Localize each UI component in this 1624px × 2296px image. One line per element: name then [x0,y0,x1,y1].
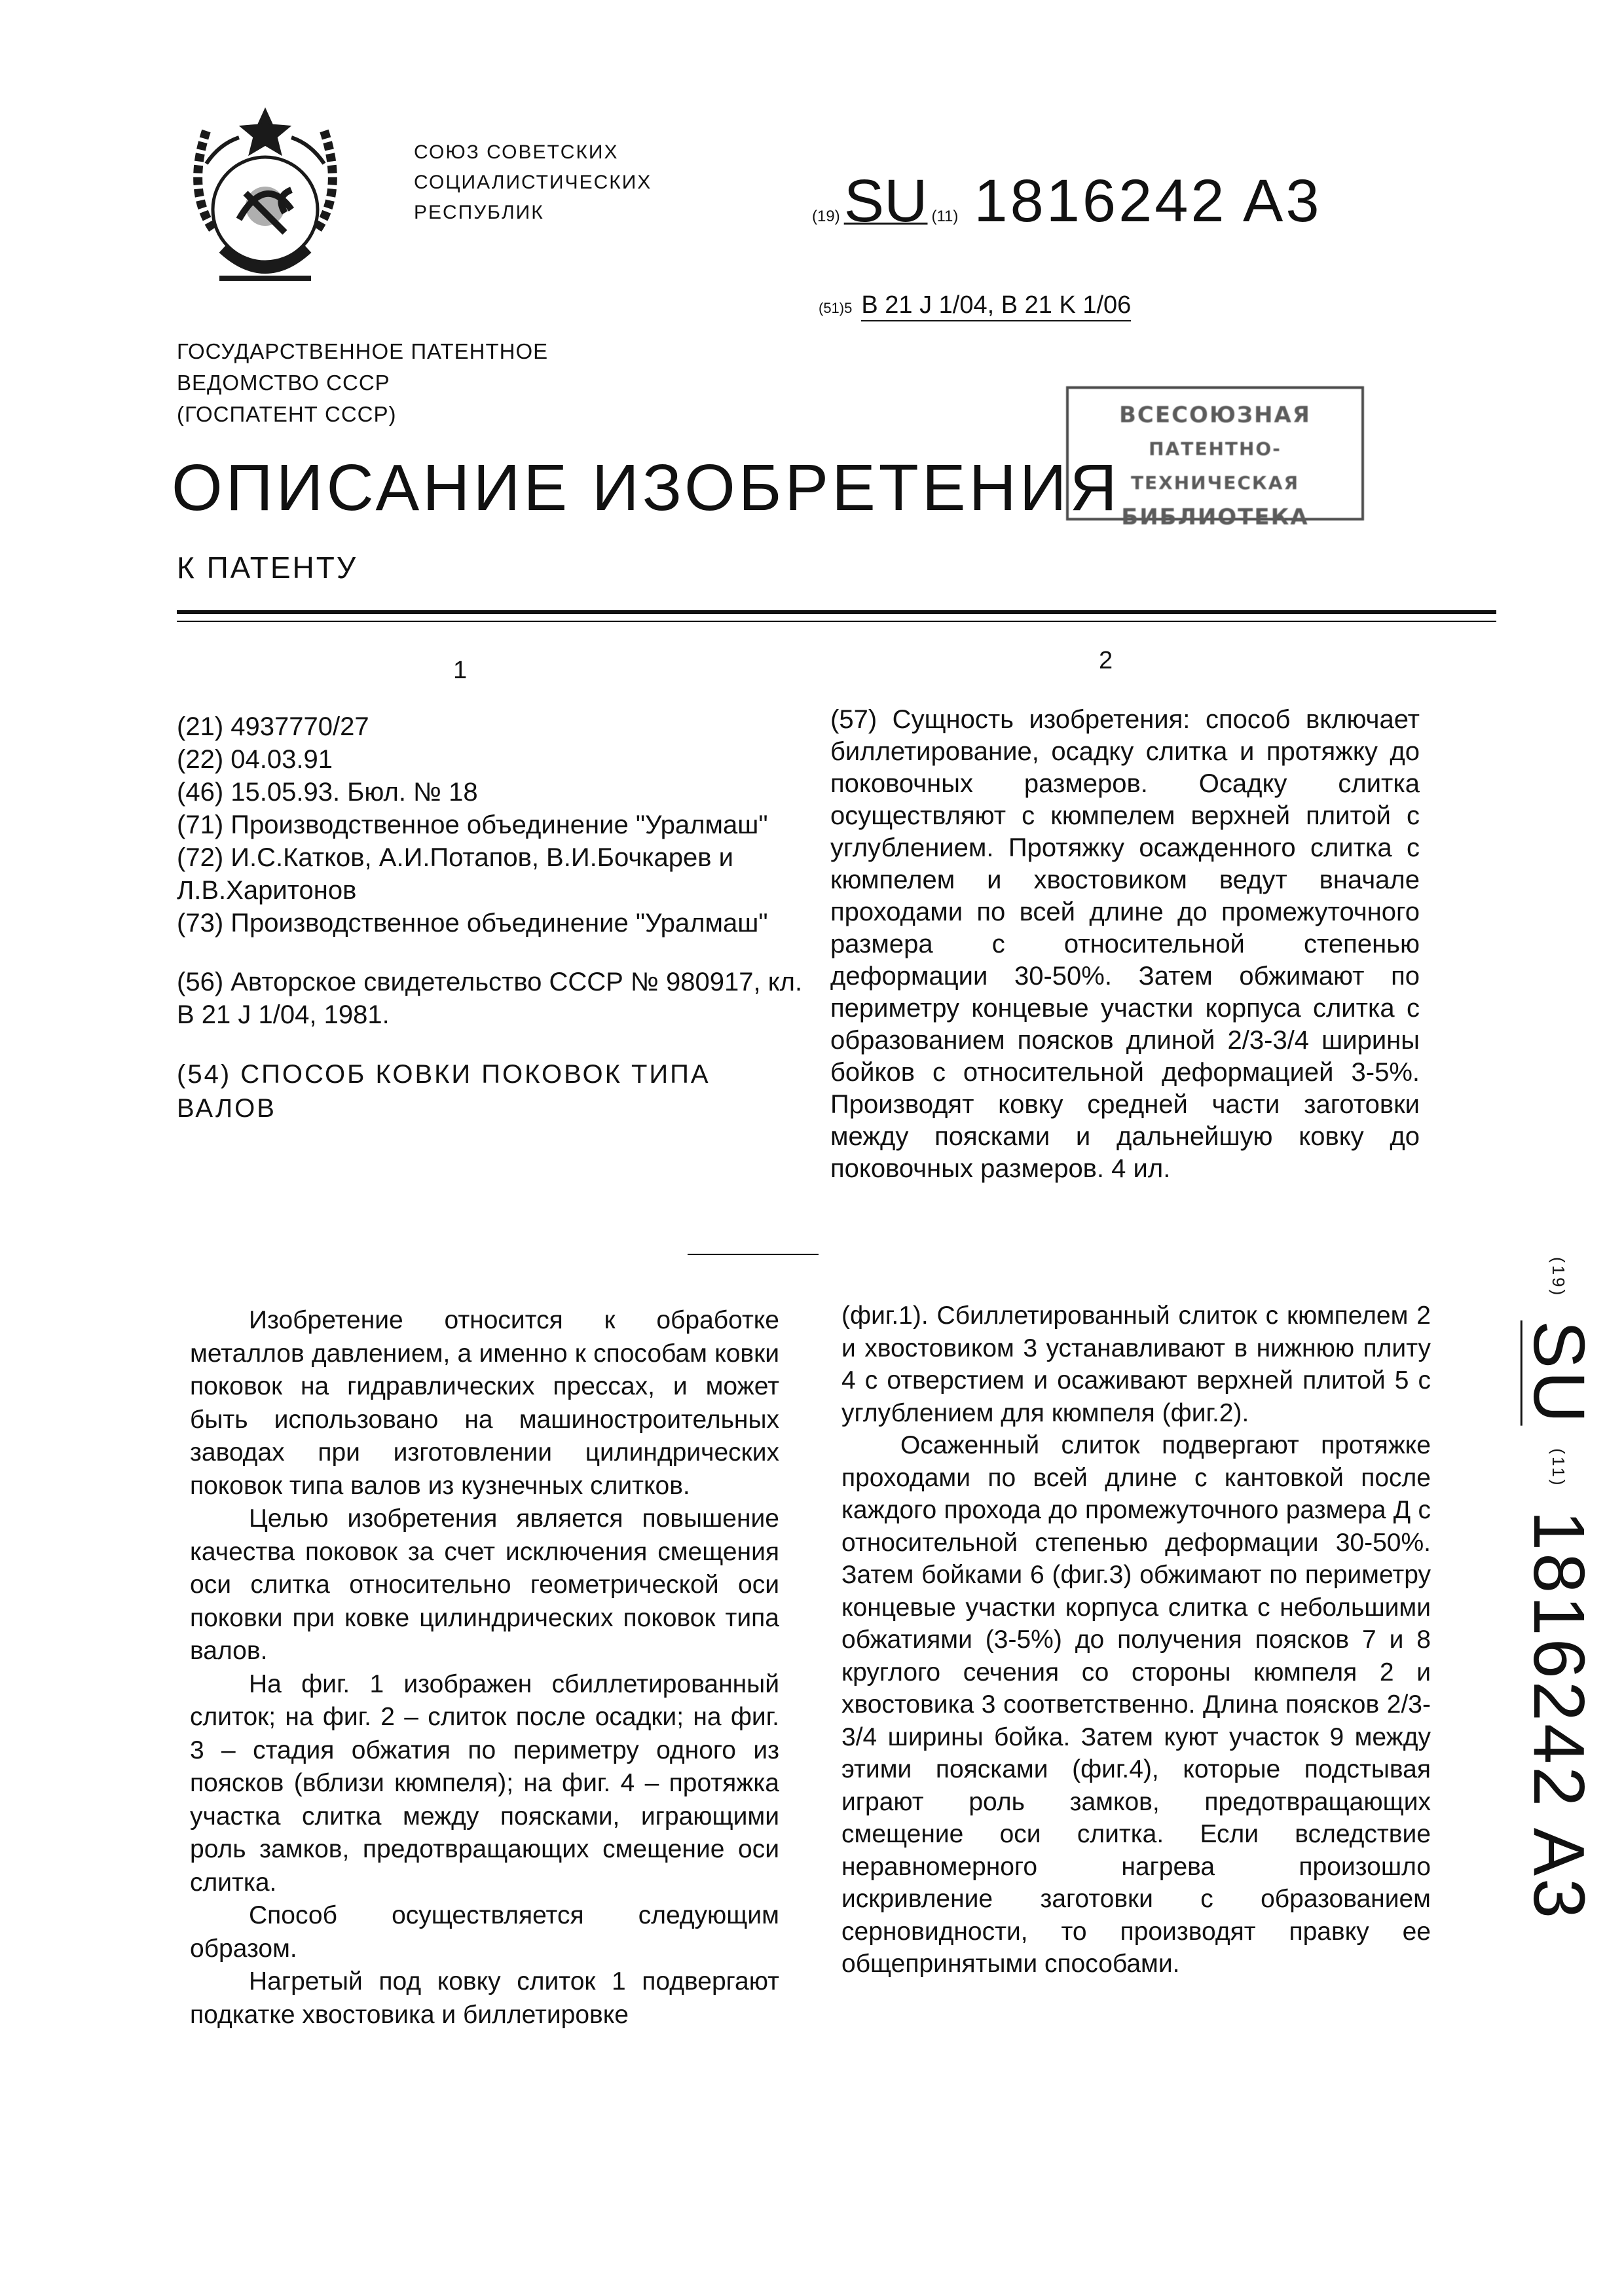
office-line: ВЕДОМСТВО СССР [177,367,548,399]
paragraph: Способ осуществляется следующим образом. [190,1899,779,1965]
paragraph: Изобретение относится к обработке металлов давлением, а именно к способам ковки поковок на гидравлических прессах, и может быть использовано на машиностроительных заводах при изготовлении цилиндрических поковок типа валов из кузнечных слитков. [190,1304,779,1503]
biblio-field-71: (71) Производственное объединение "Уралмаш" [177,809,805,841]
union-name [414,137,652,228]
ipc-classification [819,291,1131,319]
ussr-emblem-icon [167,98,363,308]
code-19: (19) [812,208,840,225]
union-name-line: РЕСПУБЛИК [414,198,652,228]
patent-number-block [812,167,1322,236]
union-name-line: СОЮЗ СОВЕТСКИХ [414,137,652,168]
side-patent-number [1522,1257,1595,1921]
biblio-field-22: (22) 04.03.91 [177,743,805,776]
biblio-field-73: (73) Производственное объединение "Уралмаш" [177,907,805,939]
description-column-left [190,1304,779,2032]
paragraph: Нагретый под ковку слиток 1 подвергают подкатке хвостовика и биллетировке [190,1965,779,2032]
office-line: ГОСУДАРСТВЕННОЕ ПАТЕНТНОЕ [177,336,548,367]
header-rule [177,610,1496,614]
paragraph: (фиг.1). Сбиллетированный слиток с кюмпелем 2 и хвостовиком 3 устанавливают в нижнюю плиту 4 с отверстием и осаживают верхней плитой 5 с углублением для кюмпеля (фиг.2). [841,1300,1431,1429]
stamp-line: ВСЕСОЮЗНАЯ [1069,398,1361,432]
bibliographic-data [177,710,805,1125]
stamp-line: БИБЛИОТЕКА [1069,500,1361,534]
ipc-codes: B 21 J 1/04, B 21 K 1/06 [861,291,1131,321]
patent-number: 1816242 A3 [974,168,1321,234]
side-number: 1816242 A3 [1519,1510,1599,1921]
paragraph: Осаженный слиток подвергают протяжке проходами по всей длине с кантовкой после каждого прохода до промежуточного размера Д с относительной степенью деформации 30-50%. Затем бойками 6 (фиг.3) обжимают по периметру концевые участки корпуса слитка с небольшими обжатиями (3-5%) до получения поясков 7 и 8 круглого сечения со стороны кюмпеля 2 и хвостовика 3 соответственно. Длина поясков 2/3-3/4 ширины бойка. Затем куют участок 9 между этими поясками (фиг.4), которые подстывая играют роль замков, предотвращающих смещение оси слитка. Если вследствие неравномерного нагрева произошло искривление заготовки с образованием серновидности, то производят правку ее общепринятыми способами. [841,1429,1431,1980]
office-line: (ГОСПАТЕНТ СССР) [177,399,548,430]
section-divider [688,1254,819,1255]
biblio-field-56: (56) Авторское свидетельство СССР № 980917, кл. B 21 J 1/04, 1981. [177,966,805,1031]
invention-title: (54) СПОСОБ КОВКИ ПОКОВОК ТИПА ВАЛОВ [177,1057,805,1125]
abstract [830,704,1420,1185]
union-name-line: СОЦИАЛИСТИЧЕСКИХ [414,168,652,198]
description-column-right [841,1300,1431,1980]
country-code: SU [844,168,928,234]
side-code-11: (11) [1549,1448,1568,1487]
document-title: ОПИСАНИЕ ИЗОБРЕТЕНИЯ [172,450,1120,526]
column-number: 2 [1099,647,1113,675]
stamp-line: ПАТЕНТНО-ТЕХНИЧЕСКАЯ [1069,432,1361,500]
side-code-19: (19) [1549,1257,1568,1298]
paragraph: На фиг. 1 изображен сбиллетированный слиток; на фиг. 2 – слиток после осадки; на фиг. 3 – стадия обжатия по периметру одного из поясков (вблизи кюмпеля); на фиг. 4 – протяжка участка слитка между поясками, играющими роль замков, предотвращающих смещение оси слитка. [190,1668,779,1900]
header-rule-thin [177,621,1496,622]
biblio-field-72: (72) И.С.Катков, А.И.Потапов, В.И.Бочкарев и Л.В.Харитонов [177,841,805,907]
document-subtitle: К ПАТЕНТУ [177,550,358,585]
biblio-field-46: (46) 15.05.93. Бюл. № 18 [177,776,805,809]
code-11: (11) [932,208,959,225]
code-51: (51)5 [819,300,852,316]
column-number: 1 [453,657,467,685]
paragraph: Целью изобретения является повышение качества поковок за счет исключения смещения оси слитка относительно геометрической оси поковки при ковке цилиндрических поковок типа валов. [190,1503,779,1668]
side-country-code: SU [1519,1321,1599,1426]
state-office [177,336,548,430]
patent-page [0,0,1624,2296]
biblio-field-21: (21) 4937770/27 [177,710,805,743]
abstract-text: (57) Сущность изобретения: способ включает биллетирование, осадку слитка и протяжку до поковочных размеров. Осадку слитка осуществляют с кюмпелем верхней плитой с углублением. Протяжку осажденного слитка с кюмпелем и хвостовиком ведут вначале проходами по всей длине до промежуточного размера с относительной степенью деформации 30-50%. Затем обжимают по периметру концевые участки корпуса слитка с образованием поясков длиной 2/3-3/4 ширины бойков с относительной деформацией 3-5%. Производят ковку средней части заготовки между поясками и дальнейшую ковку до поковочных размеров. 4 ил. [830,704,1420,1185]
